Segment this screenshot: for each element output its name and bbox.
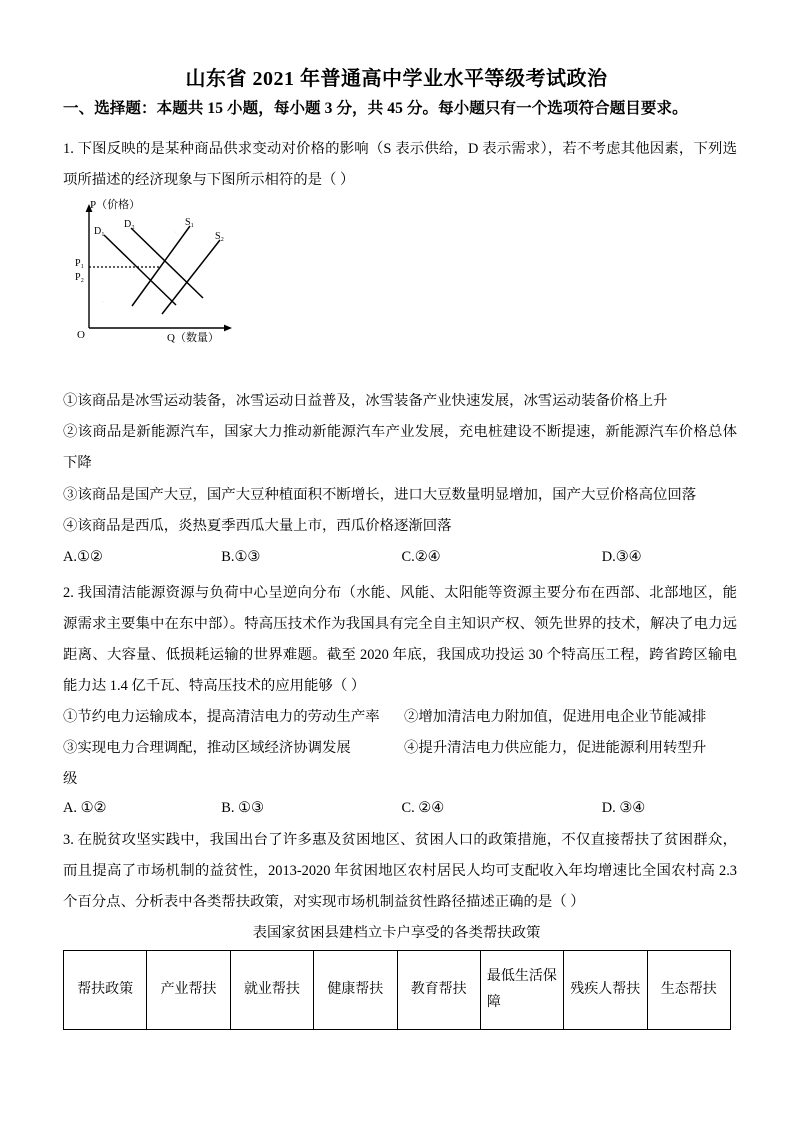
table-header-cell-1: 产业帮扶 [147,951,230,1030]
question-2-option-2: ②增加清洁电力附加值，促进用电企业节能减排 [404,709,707,725]
question-1-choice-b[interactable]: B.①③ [221,549,261,565]
table-header-cell-0: 帮扶政策 [64,951,147,1030]
question-2-option-1: ①节约电力运输成本，提高清洁电力的劳动生产率 [63,709,380,725]
question-2-options-grid [63,702,737,795]
table-header-cell-6: 残疾人帮扶 [564,951,647,1030]
table-header-cell-3: 健康帮扶 [314,951,397,1030]
question-2-options-row-2 [63,733,737,764]
supply-demand-chart [63,196,313,351]
policy-table [63,950,731,1030]
question-1-option-3: ③该商品是国产大豆，国产大豆种植面积不断增长，进口大豆数量明显增加，国产大豆价格高位回落 [63,487,697,503]
svg-text:S₂: S₂ [215,231,225,242]
question-2-options-row-1 [63,702,737,733]
question-2-stem: 2. 我国清洁能源资源与负荷中心呈逆向分布（水能、风能、太阳能等资源主要分布在西部、北部地区，能源需求主要集中在东中部）。特高压技术作为我国具有完全自主知识产权、领先世界的技术，解决了电力远距离、大容量、低损耗运输的世界难题。截至 2020 年底，我国成功投运 30 个特高压工程，跨省跨区输电能力达 1.4 亿千瓦、特高压技术的应用能够（ ） [63,585,737,694]
question-1-choice-c[interactable]: C.②④ [401,549,441,565]
question-2-answer-row [63,793,737,824]
question-1-answer-row [63,542,737,573]
table-header-cell-5: 最低生活保障 [480,951,563,1030]
question-2-choice-d[interactable]: D. ③④ [601,800,646,816]
section-heading: 一、选择题：本题共 15 小题，每小题 3 分，共 45 分。每小题只有一个选项符合题目要求。 [63,100,688,117]
question-2-choice-c[interactable]: C. ②④ [401,800,445,816]
table-header-cell-7: 生态帮扶 [647,951,730,1030]
question-1-option-4: ④该商品是西瓜，炎热夏季西瓜大量上市，西瓜价格逐渐回落 [63,518,452,534]
svg-text:Q（数量）: Q（数量） [167,332,219,344]
svg-text:P₂: P₂ [75,272,85,283]
svg-text:S₁: S₁ [185,217,195,228]
table-header-cell-2: 就业帮扶 [230,951,313,1030]
svg-text:P（价格）: P（价格） [90,199,141,211]
question-1-option-2: ②该商品是新能源汽车，国家大力推动新能源汽车产业发展，充电桩建设不断提速，新能源汽车价格总体下降 [63,424,737,471]
question-2-option-4: ④提升清洁电力供应能力，促进能源利用转型升 [404,740,707,756]
question-1-option-1: ①该商品是冰雪运动装备，冰雪运动日益普及，冰雪装备产业快速发展，冰雪运动装备价格上升 [63,393,668,409]
table-row [64,951,731,1030]
svg-text:D₂: D₂ [124,219,135,230]
question-1-choice-a[interactable]: A.①② [63,549,103,565]
question-3-stem: 3. 在脱贫攻坚实践中，我国出台了许多惠及贫困地区、贫困人口的政策措施，不仅直接帮扶了贫困群众，而且提高了市场机制的益贫性，2013-2020 年贫困地区农村居民人均可支配收入年均增速比全国农村高 2.3 个百分点、分析表中各类帮扶政策，对实现市场机制益贫性路径描述正确的是（ ） [63,832,737,910]
page-title: 山东省 2021 年普通高中学业水平等级考试政治 [185,68,608,90]
question-1-choice-d[interactable]: D.③④ [601,549,642,565]
svg-text:P₁: P₁ [75,258,85,269]
table-caption: 表国家贫困县建档立卡户享受的各类帮扶政策 [252,925,541,941]
question-2-option-3: ③实现电力合理调配，推动区域经济协调发展 [63,740,351,756]
question-2-option-4-tail: 级 [63,771,78,787]
table-header-cell-4: 教育帮扶 [397,951,480,1030]
svg-text:D₁: D₁ [94,226,105,237]
svg-text:O: O [77,329,85,341]
question-2-choice-b[interactable]: B. ①③ [221,800,264,816]
question-1-stem: 1. 下图反映的是某种商品供求变动对价格的影响（S 表示供给，D 表示需求），若不考虑其他因素，下列选项所描述的经济现象与下图所示相符的是（ ） [63,141,737,188]
question-2-choice-a[interactable]: A. ①② [63,800,107,816]
